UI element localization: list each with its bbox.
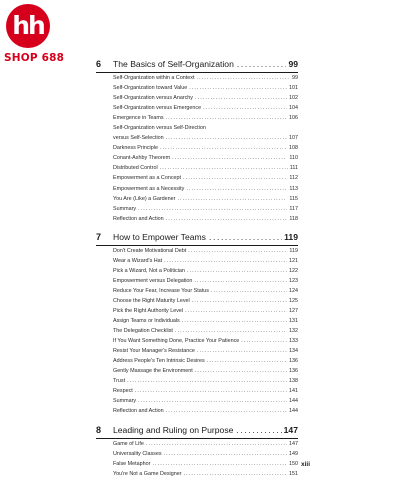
dot-leader xyxy=(188,248,287,254)
dot-leader xyxy=(164,258,287,264)
entry-title: Empowerment versus Delegation xyxy=(113,277,193,284)
toc-entry xyxy=(96,318,298,328)
entry-page: 144 xyxy=(289,408,298,415)
toc-entry xyxy=(96,298,298,308)
entry-title: Reflection and Action xyxy=(113,215,164,222)
entry-page: 144 xyxy=(289,398,298,405)
entry-title: You're Not a Game Designer xyxy=(113,470,182,477)
entry-page: 122 xyxy=(289,267,298,274)
entry-page: 138 xyxy=(289,378,298,385)
entry-page: 151 xyxy=(289,470,298,477)
toc-entry xyxy=(96,196,298,206)
entry-page: 112 xyxy=(289,175,298,182)
entry-page: 108 xyxy=(289,145,298,152)
toc-entry xyxy=(96,461,298,471)
entry-title: Self-Organization toward Value xyxy=(113,85,188,92)
entry-page: 125 xyxy=(289,297,298,304)
entry-page: 123 xyxy=(289,277,298,284)
entry-title: Choose the Right Maturity Level xyxy=(113,297,190,304)
dot-leader xyxy=(185,308,287,314)
dot-leader xyxy=(211,288,287,294)
dot-leader xyxy=(146,441,287,447)
entry-title: The Delegation Checklist xyxy=(113,328,173,335)
entry-title: Trust xyxy=(113,378,126,385)
dot-leader xyxy=(189,85,287,91)
chapter-heading xyxy=(96,59,298,73)
chapter-section xyxy=(96,232,298,419)
entry-title: Wear a Wizard's Hat xyxy=(113,257,163,264)
toc-entry xyxy=(96,145,298,155)
toc-entry xyxy=(96,388,298,398)
entry-title: Self-Organization versus Anarchy xyxy=(113,95,193,102)
toc-entry xyxy=(96,328,298,338)
dot-leader xyxy=(182,318,287,324)
chapter-heading xyxy=(96,232,298,246)
toc-entry xyxy=(96,378,298,388)
entry-page: 104 xyxy=(289,105,298,112)
logo-text: SHOP 688 xyxy=(4,52,65,64)
entry-title: If You Want Something Done, Practice Your Patience xyxy=(113,338,240,345)
dot-leader xyxy=(164,451,287,457)
dot-leader xyxy=(160,145,287,151)
entry-page: 99 xyxy=(292,75,298,81)
chapter-page: 99 xyxy=(288,59,298,69)
entry-title: Reduce Your Fear, Increase Your Status xyxy=(113,287,209,294)
dot-leader xyxy=(186,186,287,192)
entry-page: 134 xyxy=(289,348,298,355)
dot-leader xyxy=(209,232,282,242)
dot-leader xyxy=(183,175,287,181)
entry-title: Emergence in Teams xyxy=(113,115,164,122)
dot-leader xyxy=(172,155,287,161)
toc-entry xyxy=(96,471,298,481)
entry-page: 115 xyxy=(289,195,298,202)
toc-entry xyxy=(96,105,298,115)
entry-page: 127 xyxy=(289,307,298,314)
chapter-heading xyxy=(96,425,298,439)
dot-leader xyxy=(138,398,287,404)
toc-entry xyxy=(96,278,298,288)
toc-entry xyxy=(96,348,298,358)
dot-leader xyxy=(236,425,281,435)
toc-entry xyxy=(96,115,298,125)
entry-page: 110 xyxy=(289,155,298,162)
dot-leader xyxy=(127,378,287,384)
table-of-contents xyxy=(96,59,298,487)
entry-page: 136 xyxy=(289,368,298,375)
entry-page: 102 xyxy=(289,95,298,102)
toc-entry xyxy=(96,358,298,368)
entry-title: Self-Organization versus Self-Direction xyxy=(113,125,206,132)
toc-entry xyxy=(96,85,298,95)
entry-page: 119 xyxy=(289,247,298,254)
shop-logo xyxy=(0,0,82,72)
toc-entry xyxy=(96,75,298,85)
entry-title: False Metaphor xyxy=(113,460,151,467)
dot-leader xyxy=(194,278,287,284)
entry-title: Address People's Ten Intrinsic Desires xyxy=(113,358,205,365)
entry-title: Gently Massage the Environment xyxy=(113,368,193,375)
entry-title: Resist Your Manager's Resistance xyxy=(113,348,195,355)
dot-leader xyxy=(166,115,287,121)
dot-leader xyxy=(195,95,287,101)
dot-leader xyxy=(160,165,288,171)
entry-title: versus Self-Selection xyxy=(113,135,164,142)
toc-entry xyxy=(96,441,298,451)
entry-page: 149 xyxy=(289,450,298,457)
entry-page: 118 xyxy=(289,215,298,222)
entry-title: Pick a Wizard, Not a Politician xyxy=(113,267,185,274)
dot-leader xyxy=(241,338,287,344)
toc-entry xyxy=(96,125,298,135)
entry-title: Empowerment as a Necessity xyxy=(113,185,185,192)
toc-entry xyxy=(96,186,298,196)
entry-title: Respect xyxy=(113,388,133,395)
dot-leader xyxy=(192,298,287,304)
chapter-number: 6 xyxy=(96,59,102,69)
toc-entry xyxy=(96,206,298,216)
dot-leader xyxy=(166,135,287,141)
toc-entry xyxy=(96,268,298,278)
toc-entry xyxy=(96,398,298,408)
entry-title: Empowerment as a Concept xyxy=(113,175,182,182)
toc-entry xyxy=(96,288,298,298)
chapter-page: 147 xyxy=(283,424,298,435)
chapter-page: 119 xyxy=(284,231,298,242)
dot-leader xyxy=(177,196,287,202)
dot-leader xyxy=(197,75,291,81)
entry-title: Conant-Ashby Theorem xyxy=(113,155,171,162)
dot-leader xyxy=(175,328,287,334)
entry-title: Self-Organization within a Context xyxy=(113,75,195,81)
chapter-title: The Basics of Self-Organization xyxy=(113,59,234,69)
entry-title: Universality Classes xyxy=(113,450,162,457)
entry-title: Game of Life xyxy=(113,440,144,447)
dot-leader xyxy=(187,268,287,274)
chapter-number: 8 xyxy=(96,424,102,435)
chapter-title: How to Empower Teams xyxy=(113,231,206,242)
entry-title: Self-Organization versus Emergence xyxy=(113,105,202,112)
toc-entry xyxy=(96,165,298,175)
entry-page: 132 xyxy=(289,328,298,335)
dot-leader xyxy=(203,105,287,111)
toc-entry xyxy=(96,338,298,348)
chapter-section xyxy=(96,59,298,226)
toc-entry xyxy=(96,216,298,226)
entry-title: Distributed Control xyxy=(113,165,158,172)
chapter-number: 7 xyxy=(96,231,102,242)
entry-title: Assign Teams or Individuals xyxy=(113,318,180,325)
toc-entry xyxy=(96,175,298,185)
entry-page: 141 xyxy=(289,388,298,395)
entry-title: You Are (Like) a Gardener xyxy=(113,195,176,202)
dot-leader xyxy=(184,471,287,477)
entry-title: Reflection and Action xyxy=(113,408,164,415)
dot-leader xyxy=(195,368,287,374)
toc-entry xyxy=(96,368,298,378)
entry-page: 121 xyxy=(289,257,298,264)
dot-leader xyxy=(207,358,287,364)
entry-page: 113 xyxy=(289,185,298,192)
entry-page: 136 xyxy=(289,358,298,365)
dot-leader xyxy=(138,206,287,212)
entry-title: Darkness Principle xyxy=(113,145,158,152)
entry-page: 133 xyxy=(289,338,298,345)
chapter-title: Leading and Ruling on Purpose xyxy=(113,424,234,435)
dot-leader xyxy=(135,388,287,394)
toc-entry xyxy=(96,135,298,145)
dot-leader xyxy=(197,348,287,354)
toc-entry xyxy=(96,308,298,318)
entry-title: Summary xyxy=(113,398,137,405)
dot-leader xyxy=(166,216,288,222)
entry-title: Don't Create Motivational Debt xyxy=(113,247,187,254)
toc-entry xyxy=(96,95,298,105)
toc-entry xyxy=(96,155,298,165)
entry-page: 147 xyxy=(289,440,298,447)
entry-title: Pick the Right Authority Level xyxy=(113,307,184,314)
toc-entry xyxy=(96,451,298,461)
toc-entry xyxy=(96,248,298,258)
chapter-section xyxy=(96,425,298,481)
entry-title: Summary xyxy=(113,205,137,212)
logo-mark: hh xyxy=(6,4,50,48)
toc-entry xyxy=(96,258,298,268)
entry-page: 124 xyxy=(289,287,298,294)
dot-leader xyxy=(152,461,287,467)
page-number: xiii xyxy=(301,461,311,468)
entry-page: 131 xyxy=(289,318,298,325)
entry-page: 101 xyxy=(289,85,298,92)
entry-page: 107 xyxy=(289,135,298,142)
entry-page: 117 xyxy=(289,205,298,212)
dot-leader xyxy=(237,59,287,69)
toc-entry xyxy=(96,408,298,418)
entry-page: 150 xyxy=(289,460,298,467)
dot-leader xyxy=(166,408,287,414)
entry-page: 111 xyxy=(289,165,298,172)
entry-page: 106 xyxy=(289,115,298,122)
